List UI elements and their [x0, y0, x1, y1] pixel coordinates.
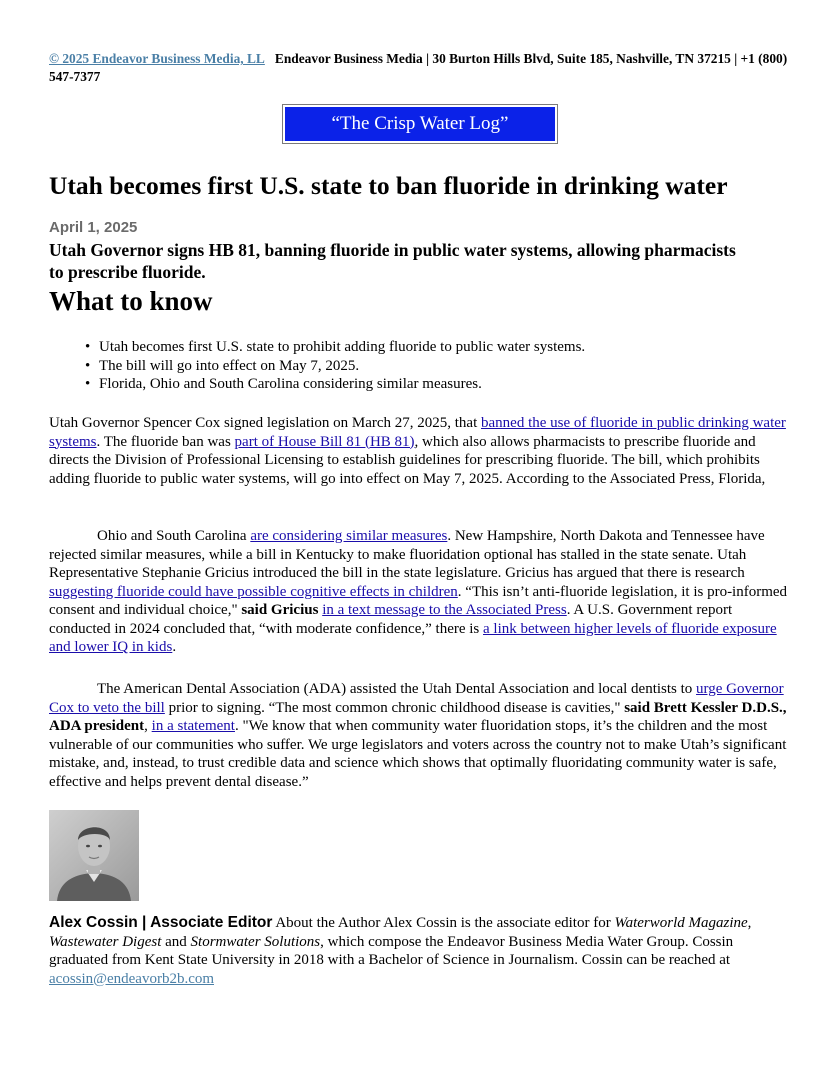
publisher-header — [49, 50, 791, 86]
text-run: , — [747, 915, 752, 931]
text-run: , — [144, 718, 152, 734]
hb81-link[interactable]: part of House Bill 81 (HB 81) — [234, 433, 415, 450]
text-run: . The fluoride ban was — [96, 433, 235, 450]
blog-banner[interactable]: “The Crisp Water Log” — [285, 107, 555, 141]
text-run: The American Dental Association (ADA) assisted the Utah Dental Association and local dentists to — [97, 681, 697, 697]
publication-name: Waterworld Magazine — [614, 915, 748, 931]
iq-report-link[interactable]: a link between higher levels of fluoride exposure and lower IQ in kids — [49, 620, 777, 655]
body-paragraph-1 — [49, 414, 791, 488]
ada-statement-link[interactable]: in a statement — [151, 718, 235, 734]
text-run: Utah Governor Spencer Cox signed legislation on March 27, 2025, that — [49, 415, 481, 431]
key-point: • Utah becomes first U.S. state to prohibit adding fluoride to public water systems. — [99, 338, 585, 357]
veto-link[interactable]: urge Governor Cox to veto the bill — [49, 681, 784, 716]
article-subtitle: Utah Governor signs HB 81, banning fluoride in public water systems, allowing pharmacists to prescribe fluoride. — [49, 240, 736, 282]
what-to-know-heading: What to know — [49, 286, 213, 316]
similar-measures-link[interactable]: are considering similar measures — [250, 528, 448, 544]
text-run: About the Author Alex Cossin is the associate editor for — [272, 915, 615, 931]
quote-attribution: said Gricius — [241, 602, 319, 618]
publication-name: Wastewater Digest — [49, 933, 162, 950]
text-run: . A U.S. Government report conducted in 2024 concluded that, “with moderate confidence,” there is — [49, 602, 733, 637]
text-message-link[interactable]: in a text message to the Associated Press — [322, 602, 567, 618]
cognitive-effects-link[interactable]: suggesting fluoride could have possible cognitive effects in children — [49, 583, 458, 600]
text-run: . New Hampshire, North Dakota and Tennessee have rejected similar measures, while a bill in Kentucky to make fluoridation optional has stalled in the state senate. Utah Representative Stephanie Gricius introduced the bill in the state legislature. Gricius has argued that there is research — [49, 528, 765, 581]
author-name: Alex Cossin | Associate Editor — [49, 914, 273, 931]
text-run: , which compose the Endeavor Business Media Water Group. Cossin graduated from Kent State University in 2018 with a Bachelor of Science in Journalism. Cossin can be reached at — [49, 933, 734, 968]
article-date: April 1, 2025 — [49, 219, 138, 236]
copyright-link[interactable]: © 2025 Endeavor Business Media, LL — [49, 51, 265, 66]
key-point: • Florida, Ohio and South Carolina considering similar measures. — [99, 375, 585, 394]
quote-attribution: said Brett Kessler D.D.S., ADA president — [49, 699, 787, 734]
body-paragraph-2 — [49, 527, 791, 657]
publication-name: Stormwater Solutions — [190, 933, 321, 950]
text-run: . — [172, 639, 177, 655]
text-run: , which also allows pharmacists to prescribe fluoride and directs the Division of Professional Licensing to establish guidelines for prescribing fluoride. The bill, which prohibits adding fluoride to public water systems, will go into effect on May 7, 2025. According to the Associated Press, Florida, — [49, 433, 766, 487]
author-bio — [49, 914, 791, 988]
text-run: . "We know that when community water fluoridation stops, it’s the children and the most vulnerable of our communities who suffer. We urge legislators and voters across the country not to make Utah’s significant mistake, and, instead, to trust credible data and science which shows that optimally fluoridating community water is safe, effective and helps prevent dental disease.” — [49, 718, 787, 790]
text-run: . “This isn’t anti-fluoride legislation, it is pro-informed consent and individual choice," — [49, 583, 788, 618]
key-points-list — [49, 338, 585, 394]
article-title: Utah becomes first U.S. state to ban fluoride in drinking water — [49, 171, 728, 200]
fluoride-ban-link[interactable]: banned the use of fluoride in public drinking water systems — [49, 415, 786, 450]
key-point: • The bill will go into effect on May 7, 2025. — [99, 357, 585, 376]
publisher-address: Endeavor Business Media | 30 Burton Hills Blvd, Suite 185, Nashville, TN 37215 | +1 (800) 547-7377 — [49, 51, 788, 84]
author-portrait-icon — [49, 810, 139, 901]
author-photo — [49, 810, 139, 901]
text-run: prior to signing. “The most common chronic childhood disease is cavities," — [164, 699, 625, 716]
author-email-link[interactable]: acossin@endeavorb2b.com — [49, 970, 215, 987]
text-run: and — [161, 933, 191, 950]
blog-banner-frame — [282, 104, 558, 144]
body-paragraph-3 — [49, 680, 791, 791]
text-run: Ohio and South Carolina — [97, 528, 251, 544]
